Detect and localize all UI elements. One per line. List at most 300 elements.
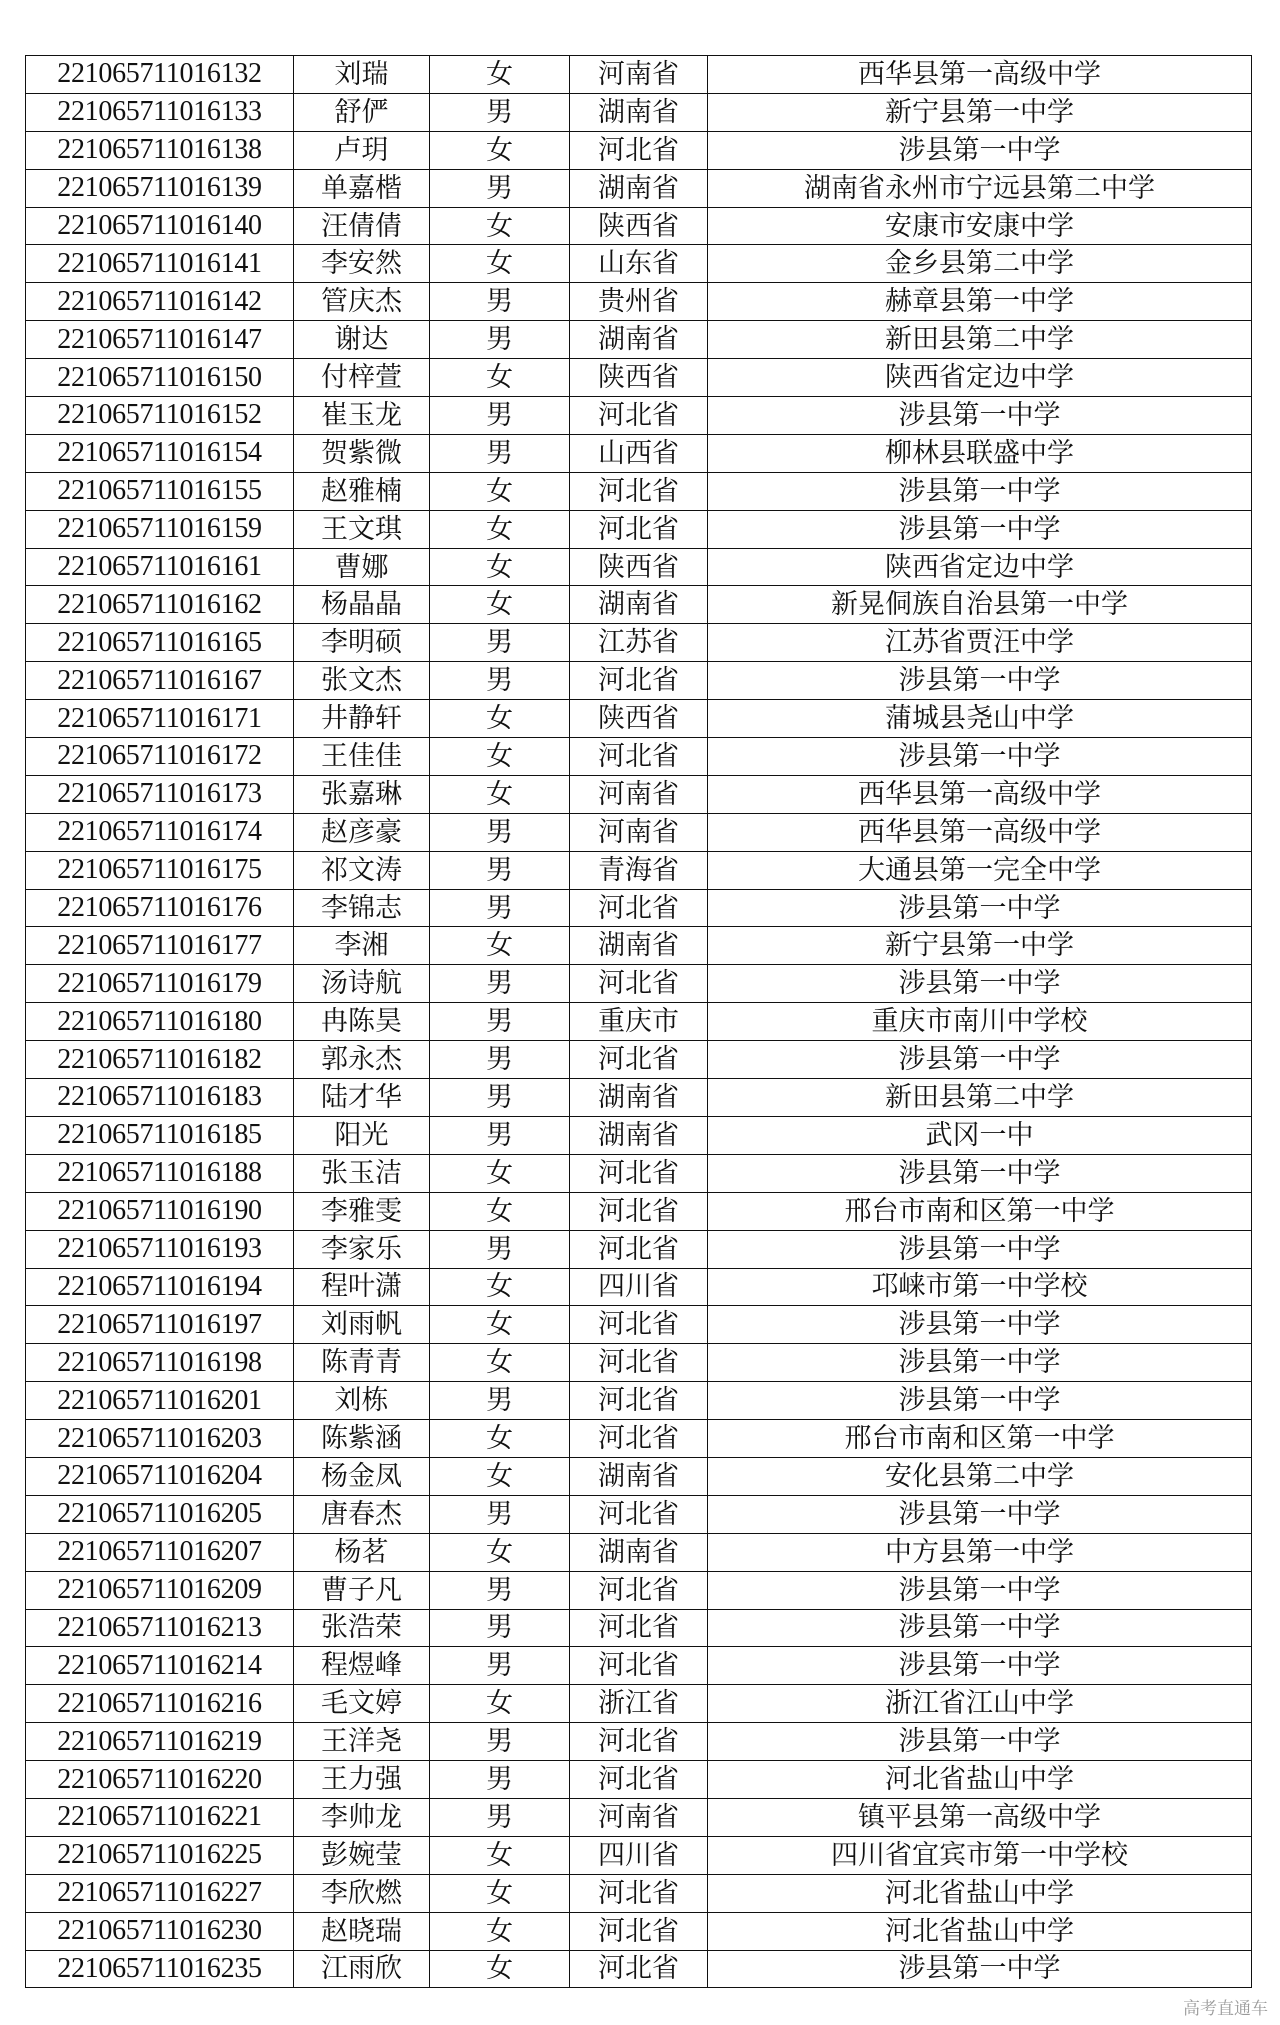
- table-row: [26, 700, 1252, 738]
- province-cell: 河北省: [570, 1609, 708, 1647]
- exam-id-cell: 221065711016142: [26, 283, 294, 321]
- gender-cell: 女: [430, 738, 570, 776]
- name-cell: 杨茗: [294, 1533, 430, 1571]
- province-cell: 湖南省: [570, 321, 708, 359]
- school-cell: 涉县第一中学: [708, 965, 1252, 1003]
- school-cell: 涉县第一中学: [708, 889, 1252, 927]
- name-cell: 井静轩: [294, 700, 430, 738]
- exam-id-cell: 221065711016194: [26, 1268, 294, 1306]
- name-cell: 李雅雯: [294, 1192, 430, 1230]
- exam-id-cell: 221065711016139: [26, 169, 294, 207]
- exam-id-cell: 221065711016214: [26, 1647, 294, 1685]
- name-cell: 曹娜: [294, 548, 430, 586]
- school-cell: 新晃侗族自治县第一中学: [708, 586, 1252, 624]
- table-row: [26, 321, 1252, 359]
- name-cell: 杨金凤: [294, 1457, 430, 1495]
- school-cell: 涉县第一中学: [708, 397, 1252, 435]
- exam-id-cell: 221065711016176: [26, 889, 294, 927]
- school-cell: 新田县第二中学: [708, 1079, 1252, 1117]
- exam-id-cell: 221065711016203: [26, 1420, 294, 1458]
- table-row: [26, 1761, 1252, 1799]
- province-cell: 河北省: [570, 1382, 708, 1420]
- gender-cell: 女: [430, 927, 570, 965]
- exam-id-cell: 221065711016141: [26, 245, 294, 283]
- name-cell: 单嘉楷: [294, 169, 430, 207]
- table-row: [26, 1154, 1252, 1192]
- name-cell: 汤诗航: [294, 965, 430, 1003]
- gender-cell: 男: [430, 93, 570, 131]
- province-cell: 山东省: [570, 245, 708, 283]
- name-cell: 杨晶晶: [294, 586, 430, 624]
- school-cell: 浙江省江山中学: [708, 1685, 1252, 1723]
- province-cell: 河北省: [570, 1723, 708, 1761]
- table-row: [26, 1723, 1252, 1761]
- school-cell: 西华县第一高级中学: [708, 813, 1252, 851]
- province-cell: 河北省: [570, 738, 708, 776]
- name-cell: 曹子凡: [294, 1571, 430, 1609]
- exam-id-cell: 221065711016180: [26, 1003, 294, 1041]
- table-row: [26, 1457, 1252, 1495]
- school-cell: 涉县第一中学: [708, 1230, 1252, 1268]
- school-cell: 河北省盐山中学: [708, 1761, 1252, 1799]
- exam-id-cell: 221065711016216: [26, 1685, 294, 1723]
- province-cell: 江苏省: [570, 624, 708, 662]
- gender-cell: 男: [430, 1079, 570, 1117]
- province-cell: 河南省: [570, 1798, 708, 1836]
- exam-id-cell: 221065711016185: [26, 1116, 294, 1154]
- exam-id-cell: 221065711016179: [26, 965, 294, 1003]
- gender-cell: 男: [430, 397, 570, 435]
- exam-id-cell: 221065711016152: [26, 397, 294, 435]
- province-cell: 重庆市: [570, 1003, 708, 1041]
- exam-id-cell: 221065711016204: [26, 1457, 294, 1495]
- gender-cell: 女: [430, 1344, 570, 1382]
- province-cell: 河北省: [570, 1230, 708, 1268]
- province-cell: 湖南省: [570, 1457, 708, 1495]
- gender-cell: 女: [430, 1306, 570, 1344]
- name-cell: 张浩荣: [294, 1609, 430, 1647]
- exam-id-cell: 221065711016132: [26, 56, 294, 94]
- province-cell: 河南省: [570, 775, 708, 813]
- province-cell: 山西省: [570, 434, 708, 472]
- province-cell: 湖南省: [570, 586, 708, 624]
- table-row: [26, 548, 1252, 586]
- province-cell: 河北省: [570, 889, 708, 927]
- school-cell: 柳林县联盛中学: [708, 434, 1252, 472]
- school-cell: 安化县第二中学: [708, 1457, 1252, 1495]
- exam-id-cell: 221065711016177: [26, 927, 294, 965]
- province-cell: 湖南省: [570, 93, 708, 131]
- exam-id-cell: 221065711016183: [26, 1079, 294, 1117]
- table-row: [26, 434, 1252, 472]
- gender-cell: 男: [430, 1609, 570, 1647]
- name-cell: 李家乐: [294, 1230, 430, 1268]
- school-cell: 涉县第一中学: [708, 1344, 1252, 1382]
- exam-id-cell: 221065711016175: [26, 851, 294, 889]
- province-cell: 四川省: [570, 1836, 708, 1874]
- gender-cell: 男: [430, 1647, 570, 1685]
- province-cell: 湖南省: [570, 927, 708, 965]
- name-cell: 陆才华: [294, 1079, 430, 1117]
- exam-id-cell: 221065711016220: [26, 1761, 294, 1799]
- table-row: [26, 662, 1252, 700]
- table-row: [26, 889, 1252, 927]
- province-cell: 河北省: [570, 510, 708, 548]
- exam-id-cell: 221065711016198: [26, 1344, 294, 1382]
- exam-id-cell: 221065711016197: [26, 1306, 294, 1344]
- name-cell: 管庆杰: [294, 283, 430, 321]
- school-cell: 安康市安康中学: [708, 207, 1252, 245]
- name-cell: 李锦志: [294, 889, 430, 927]
- school-cell: 新田县第二中学: [708, 321, 1252, 359]
- province-cell: 河北省: [570, 1912, 708, 1950]
- gender-cell: 男: [430, 1382, 570, 1420]
- name-cell: 唐春杰: [294, 1495, 430, 1533]
- school-cell: 新宁县第一中学: [708, 93, 1252, 131]
- exam-id-cell: 221065711016150: [26, 359, 294, 397]
- name-cell: 赵雅楠: [294, 472, 430, 510]
- table-row: [26, 510, 1252, 548]
- gender-cell: 男: [430, 169, 570, 207]
- table-row: [26, 1685, 1252, 1723]
- name-cell: 李安然: [294, 245, 430, 283]
- name-cell: 冉陈昊: [294, 1003, 430, 1041]
- gender-cell: 女: [430, 1836, 570, 1874]
- gender-cell: 男: [430, 434, 570, 472]
- school-cell: 邛崃市第一中学校: [708, 1268, 1252, 1306]
- table-row: [26, 472, 1252, 510]
- exam-id-cell: 221065711016171: [26, 700, 294, 738]
- table-row: [26, 397, 1252, 435]
- table-row: [26, 1003, 1252, 1041]
- province-cell: 河北省: [570, 1495, 708, 1533]
- province-cell: 湖南省: [570, 1116, 708, 1154]
- school-cell: 新宁县第一中学: [708, 927, 1252, 965]
- province-cell: 河北省: [570, 1344, 708, 1382]
- school-cell: 邢台市南和区第一中学: [708, 1192, 1252, 1230]
- name-cell: 张嘉琳: [294, 775, 430, 813]
- gender-cell: 女: [430, 359, 570, 397]
- table-row: [26, 851, 1252, 889]
- school-cell: 涉县第一中学: [708, 1154, 1252, 1192]
- school-cell: 涉县第一中学: [708, 131, 1252, 169]
- name-cell: 祁文涛: [294, 851, 430, 889]
- name-cell: 王力强: [294, 1761, 430, 1799]
- name-cell: 程煜峰: [294, 1647, 430, 1685]
- table-row: [26, 1041, 1252, 1079]
- exam-id-cell: 221065711016209: [26, 1571, 294, 1609]
- gender-cell: 女: [430, 548, 570, 586]
- table-row: [26, 1571, 1252, 1609]
- exam-id-cell: 221065711016147: [26, 321, 294, 359]
- exam-id-cell: 221065711016133: [26, 93, 294, 131]
- name-cell: 崔玉龙: [294, 397, 430, 435]
- name-cell: 张玉洁: [294, 1154, 430, 1192]
- province-cell: 湖南省: [570, 1079, 708, 1117]
- exam-id-cell: 221065711016201: [26, 1382, 294, 1420]
- table-row: [26, 927, 1252, 965]
- name-cell: 刘瑞: [294, 56, 430, 94]
- name-cell: 赵晓瑞: [294, 1912, 430, 1950]
- province-cell: 河北省: [570, 1306, 708, 1344]
- exam-id-cell: 221065711016235: [26, 1950, 294, 1988]
- gender-cell: 男: [430, 1723, 570, 1761]
- table-row: [26, 245, 1252, 283]
- exam-id-cell: 221065711016207: [26, 1533, 294, 1571]
- province-cell: 湖南省: [570, 169, 708, 207]
- gender-cell: 男: [430, 321, 570, 359]
- province-cell: 河北省: [570, 1192, 708, 1230]
- table-row: [26, 1268, 1252, 1306]
- table-row: [26, 1192, 1252, 1230]
- gender-cell: 男: [430, 624, 570, 662]
- school-cell: 河北省盐山中学: [708, 1912, 1252, 1950]
- exam-id-cell: 221065711016155: [26, 472, 294, 510]
- name-cell: 谢达: [294, 321, 430, 359]
- exam-id-cell: 221065711016167: [26, 662, 294, 700]
- gender-cell: 男: [430, 1571, 570, 1609]
- table-row: [26, 1950, 1252, 1988]
- gender-cell: 女: [430, 1420, 570, 1458]
- province-cell: 河北省: [570, 1874, 708, 1912]
- table-row: [26, 775, 1252, 813]
- school-cell: 武冈一中: [708, 1116, 1252, 1154]
- gender-cell: 女: [430, 1268, 570, 1306]
- table-row: [26, 1420, 1252, 1458]
- school-cell: 江苏省贾汪中学: [708, 624, 1252, 662]
- gender-cell: 女: [430, 1457, 570, 1495]
- name-cell: 王佳佳: [294, 738, 430, 776]
- gender-cell: 男: [430, 1495, 570, 1533]
- gender-cell: 女: [430, 1685, 570, 1723]
- gender-cell: 男: [430, 662, 570, 700]
- table-row: [26, 1079, 1252, 1117]
- name-cell: 舒俨: [294, 93, 430, 131]
- gender-cell: 男: [430, 1003, 570, 1041]
- school-cell: 西华县第一高级中学: [708, 775, 1252, 813]
- gender-cell: 女: [430, 510, 570, 548]
- school-cell: 蒲城县尧山中学: [708, 700, 1252, 738]
- name-cell: 赵彦豪: [294, 813, 430, 851]
- school-cell: 陕西省定边中学: [708, 359, 1252, 397]
- school-cell: 湖南省永州市宁远县第二中学: [708, 169, 1252, 207]
- table-row: [26, 1495, 1252, 1533]
- province-cell: 贵州省: [570, 283, 708, 321]
- name-cell: 张文杰: [294, 662, 430, 700]
- exam-id-cell: 221065711016159: [26, 510, 294, 548]
- gender-cell: 男: [430, 965, 570, 1003]
- province-cell: 河北省: [570, 1950, 708, 1988]
- table-row: [26, 624, 1252, 662]
- school-cell: 涉县第一中学: [708, 1041, 1252, 1079]
- exam-id-cell: 221065711016154: [26, 434, 294, 472]
- name-cell: 江雨欣: [294, 1950, 430, 1988]
- gender-cell: 女: [430, 1874, 570, 1912]
- table-row: [26, 283, 1252, 321]
- gender-cell: 女: [430, 1192, 570, 1230]
- school-cell: 涉县第一中学: [708, 1495, 1252, 1533]
- table-row: [26, 586, 1252, 624]
- name-cell: 李帅龙: [294, 1798, 430, 1836]
- table-row: [26, 131, 1252, 169]
- name-cell: 刘雨帆: [294, 1306, 430, 1344]
- province-cell: 河北省: [570, 1420, 708, 1458]
- school-cell: 重庆市南川中学校: [708, 1003, 1252, 1041]
- exam-id-cell: 221065711016174: [26, 813, 294, 851]
- gender-cell: 男: [430, 1230, 570, 1268]
- exam-id-cell: 221065711016230: [26, 1912, 294, 1950]
- table-row: [26, 1836, 1252, 1874]
- gender-cell: 男: [430, 1761, 570, 1799]
- school-cell: 四川省宜宾市第一中学校: [708, 1836, 1252, 1874]
- name-cell: 王洋尧: [294, 1723, 430, 1761]
- province-cell: 河北省: [570, 1647, 708, 1685]
- school-cell: 涉县第一中学: [708, 1723, 1252, 1761]
- name-cell: 阳光: [294, 1116, 430, 1154]
- school-cell: 涉县第一中学: [708, 510, 1252, 548]
- gender-cell: 女: [430, 56, 570, 94]
- exam-id-cell: 221065711016227: [26, 1874, 294, 1912]
- province-cell: 青海省: [570, 851, 708, 889]
- school-cell: 涉县第一中学: [708, 1306, 1252, 1344]
- exam-id-cell: 221065711016190: [26, 1192, 294, 1230]
- school-cell: 涉县第一中学: [708, 738, 1252, 776]
- gender-cell: 男: [430, 1041, 570, 1079]
- gender-cell: 男: [430, 1116, 570, 1154]
- province-cell: 陕西省: [570, 359, 708, 397]
- province-cell: 浙江省: [570, 1685, 708, 1723]
- school-cell: 涉县第一中学: [708, 1571, 1252, 1609]
- name-cell: 陈紫涵: [294, 1420, 430, 1458]
- exam-id-cell: 221065711016140: [26, 207, 294, 245]
- gender-cell: 男: [430, 813, 570, 851]
- table-row: [26, 1116, 1252, 1154]
- gender-cell: 女: [430, 1154, 570, 1192]
- province-cell: 河北省: [570, 1154, 708, 1192]
- name-cell: 付梓萱: [294, 359, 430, 397]
- name-cell: 程叶潇: [294, 1268, 430, 1306]
- exam-id-cell: 221065711016162: [26, 586, 294, 624]
- province-cell: 四川省: [570, 1268, 708, 1306]
- table-row: [26, 1344, 1252, 1382]
- name-cell: 刘栋: [294, 1382, 430, 1420]
- gender-cell: 女: [430, 1912, 570, 1950]
- table-row: [26, 93, 1252, 131]
- gender-cell: 女: [430, 472, 570, 510]
- gender-cell: 女: [430, 775, 570, 813]
- gender-cell: 男: [430, 1798, 570, 1836]
- exam-id-cell: 221065711016221: [26, 1798, 294, 1836]
- province-cell: 河北省: [570, 1041, 708, 1079]
- school-cell: 涉县第一中学: [708, 1647, 1252, 1685]
- exam-id-cell: 221065711016219: [26, 1723, 294, 1761]
- school-cell: 邢台市南和区第一中学: [708, 1420, 1252, 1458]
- gender-cell: 女: [430, 131, 570, 169]
- school-cell: 赫章县第一中学: [708, 283, 1252, 321]
- province-cell: 陕西省: [570, 700, 708, 738]
- exam-id-cell: 221065711016172: [26, 738, 294, 776]
- school-cell: 涉县第一中学: [708, 1609, 1252, 1647]
- table-row: [26, 1609, 1252, 1647]
- watermark-text: 高考直通车: [1183, 1999, 1268, 2019]
- name-cell: 郭永杰: [294, 1041, 430, 1079]
- name-cell: 李湘: [294, 927, 430, 965]
- gender-cell: 男: [430, 851, 570, 889]
- name-cell: 李欣燃: [294, 1874, 430, 1912]
- gender-cell: 女: [430, 207, 570, 245]
- name-cell: 李明硕: [294, 624, 430, 662]
- table-row: [26, 965, 1252, 1003]
- exam-id-cell: 221065711016213: [26, 1609, 294, 1647]
- school-cell: 西华县第一高级中学: [708, 56, 1252, 94]
- name-cell: 卢玥: [294, 131, 430, 169]
- school-cell: 涉县第一中学: [708, 1950, 1252, 1988]
- table-row: [26, 1874, 1252, 1912]
- table-row: [26, 169, 1252, 207]
- table-row: [26, 1382, 1252, 1420]
- exam-id-cell: 221065711016193: [26, 1230, 294, 1268]
- exam-id-cell: 221065711016173: [26, 775, 294, 813]
- name-cell: 汪倩倩: [294, 207, 430, 245]
- exam-id-cell: 221065711016188: [26, 1154, 294, 1192]
- school-cell: 涉县第一中学: [708, 1382, 1252, 1420]
- gender-cell: 女: [430, 245, 570, 283]
- exam-id-cell: 221065711016225: [26, 1836, 294, 1874]
- table-row: [26, 359, 1252, 397]
- province-cell: 河南省: [570, 56, 708, 94]
- gender-cell: 男: [430, 283, 570, 321]
- table-row: [26, 1798, 1252, 1836]
- province-cell: 陕西省: [570, 207, 708, 245]
- school-cell: 中方县第一中学: [708, 1533, 1252, 1571]
- exam-id-cell: 221065711016205: [26, 1495, 294, 1533]
- gender-cell: 女: [430, 1950, 570, 1988]
- name-cell: 贺紫微: [294, 434, 430, 472]
- exam-id-cell: 221065711016138: [26, 131, 294, 169]
- school-cell: 陕西省定边中学: [708, 548, 1252, 586]
- student-roster-table: [25, 55, 1252, 1988]
- gender-cell: 女: [430, 586, 570, 624]
- gender-cell: 男: [430, 889, 570, 927]
- province-cell: 陕西省: [570, 548, 708, 586]
- school-cell: 河北省盐山中学: [708, 1874, 1252, 1912]
- exam-id-cell: 221065711016161: [26, 548, 294, 586]
- name-cell: 王文琪: [294, 510, 430, 548]
- table-row: [26, 1230, 1252, 1268]
- school-cell: 镇平县第一高级中学: [708, 1798, 1252, 1836]
- table-row: [26, 1533, 1252, 1571]
- school-cell: 涉县第一中学: [708, 662, 1252, 700]
- province-cell: 河北省: [570, 131, 708, 169]
- province-cell: 河北省: [570, 965, 708, 1003]
- province-cell: 河北省: [570, 662, 708, 700]
- table-row: [26, 1647, 1252, 1685]
- school-cell: 大通县第一完全中学: [708, 851, 1252, 889]
- gender-cell: 女: [430, 1533, 570, 1571]
- province-cell: 河北省: [570, 1761, 708, 1799]
- table-row: [26, 207, 1252, 245]
- province-cell: 河北省: [570, 397, 708, 435]
- exam-id-cell: 221065711016182: [26, 1041, 294, 1079]
- name-cell: 毛文婷: [294, 1685, 430, 1723]
- exam-id-cell: 221065711016165: [26, 624, 294, 662]
- school-cell: 金乡县第二中学: [708, 245, 1252, 283]
- province-cell: 河北省: [570, 472, 708, 510]
- school-cell: 涉县第一中学: [708, 472, 1252, 510]
- name-cell: 陈青青: [294, 1344, 430, 1382]
- table-row: [26, 56, 1252, 94]
- name-cell: 彭婉莹: [294, 1836, 430, 1874]
